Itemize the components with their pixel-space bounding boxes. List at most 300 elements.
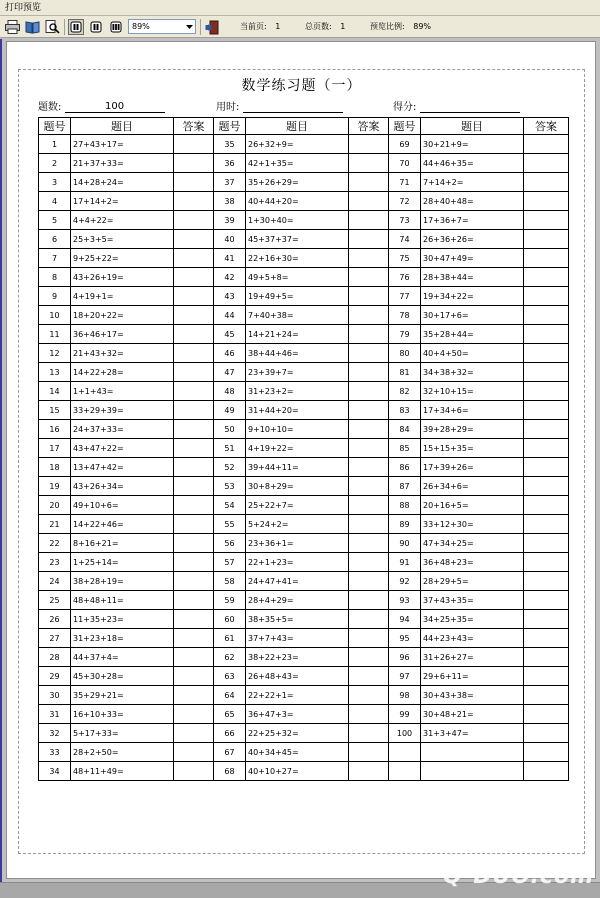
answer-cell[interactable] — [524, 439, 569, 458]
answer-cell[interactable] — [524, 192, 569, 211]
question-table-body — [39, 135, 569, 781]
table-row — [39, 515, 569, 534]
answer-cell[interactable] — [349, 534, 389, 553]
question-expression: 40+10+27= — [246, 762, 349, 781]
table-row — [39, 306, 569, 325]
answer-cell[interactable] — [174, 496, 214, 515]
question-number: 81 — [389, 363, 421, 382]
answer-cell[interactable] — [174, 249, 214, 268]
question-expression: 47+34+25= — [421, 534, 524, 553]
answer-cell[interactable] — [524, 705, 569, 724]
question-number: 72 — [389, 192, 421, 211]
answer-cell[interactable] — [524, 249, 569, 268]
question-number: 96 — [389, 648, 421, 667]
question-number: 59 — [214, 591, 246, 610]
preview-viewport[interactable] — [0, 39, 600, 882]
question-number: 46 — [214, 344, 246, 363]
question-number: 17 — [39, 439, 71, 458]
question-number: 92 — [389, 572, 421, 591]
answer-cell[interactable] — [524, 363, 569, 382]
col-header-answer: 答案 — [174, 118, 214, 135]
question-number: 77 — [389, 287, 421, 306]
answer-cell[interactable] — [174, 686, 214, 705]
question-number: 88 — [389, 496, 421, 515]
one-page-icon — [70, 21, 82, 33]
answer-cell[interactable] — [349, 610, 389, 629]
answer-cell[interactable] — [349, 667, 389, 686]
answer-cell[interactable] — [349, 477, 389, 496]
answer-cell[interactable] — [349, 287, 389, 306]
question-number: 38 — [214, 192, 246, 211]
answer-cell[interactable] — [174, 439, 214, 458]
print-button[interactable] — [4, 19, 20, 35]
answer-cell[interactable] — [174, 344, 214, 363]
question-expression: 26+32+9= — [246, 135, 349, 154]
answer-cell[interactable] — [174, 363, 214, 382]
question-expression: 45+30+28= — [71, 667, 174, 686]
question-expression: 40+44+20= — [246, 192, 349, 211]
answer-cell[interactable] — [349, 439, 389, 458]
answer-cell[interactable] — [524, 572, 569, 591]
window-title: 打印预览 — [5, 3, 42, 13]
toolbar-separator — [64, 19, 65, 35]
question-expression: 30+43+38= — [421, 686, 524, 705]
answer-cell[interactable] — [349, 382, 389, 401]
answer-cell[interactable] — [524, 344, 569, 363]
question-number: 23 — [39, 553, 71, 572]
question-number: 45 — [214, 325, 246, 344]
question-number: 61 — [214, 629, 246, 648]
question-number: 57 — [214, 553, 246, 572]
question-expression: 26+34+6= — [421, 477, 524, 496]
answer-cell[interactable] — [174, 268, 214, 287]
answer-cell[interactable] — [524, 610, 569, 629]
time-used-label: 用时: — [216, 102, 240, 113]
question-number: 28 — [39, 648, 71, 667]
question-number: 2 — [39, 154, 71, 173]
answer-cell[interactable] — [524, 591, 569, 610]
question-number: 6 — [39, 230, 71, 249]
answer-cell[interactable] — [524, 534, 569, 553]
current-page-status — [240, 16, 280, 38]
col-header-number: 题号 — [39, 118, 71, 135]
question-expression: 38+22+23= — [246, 648, 349, 667]
table-row — [39, 268, 569, 287]
total-pages-value: 1 — [340, 22, 346, 31]
col-header-number: 题号 — [214, 118, 246, 135]
question-number: 41 — [214, 249, 246, 268]
question-expression: 14+22+46= — [71, 515, 174, 534]
question-expression: 35+26+29= — [246, 173, 349, 192]
answer-cell[interactable] — [524, 458, 569, 477]
answer-cell[interactable] — [349, 648, 389, 667]
printable-area — [18, 69, 585, 854]
preview-page — [6, 41, 596, 879]
answer-cell[interactable] — [349, 363, 389, 382]
answer-cell[interactable] — [349, 420, 389, 439]
question-number: 98 — [389, 686, 421, 705]
question-number: 94 — [389, 610, 421, 629]
answer-cell[interactable] — [524, 686, 569, 705]
question-expression: 25+3+5= — [71, 230, 174, 249]
answer-cell[interactable] — [174, 154, 214, 173]
answer-cell[interactable] — [174, 648, 214, 667]
multi-page-view-button[interactable] — [108, 19, 124, 35]
answer-cell[interactable] — [349, 762, 389, 781]
question-expression: 31+3+47= — [421, 724, 524, 743]
question-expression: 22+1+23= — [246, 553, 349, 572]
question-number: 1 — [39, 135, 71, 154]
question-number: 55 — [214, 515, 246, 534]
answer-cell[interactable] — [174, 515, 214, 534]
col-header-number: 题号 — [389, 118, 421, 135]
answer-cell[interactable] — [349, 173, 389, 192]
table-row — [39, 135, 569, 154]
question-expression: 17+36+7= — [421, 211, 524, 230]
answer-cell[interactable] — [174, 553, 214, 572]
multi-page-icon — [110, 21, 122, 33]
answer-cell[interactable] — [174, 762, 214, 781]
answer-cell[interactable] — [349, 496, 389, 515]
question-number: 33 — [39, 743, 71, 762]
answer-cell[interactable] — [349, 230, 389, 249]
question-number: 19 — [39, 477, 71, 496]
table-row — [39, 762, 569, 781]
question-expression: 26+48+43= — [246, 667, 349, 686]
question-number: 24 — [39, 572, 71, 591]
answer-cell[interactable] — [524, 287, 569, 306]
question-expression: 28+29+5= — [421, 572, 524, 591]
question-number: 26 — [39, 610, 71, 629]
question-expression: 39+28+29= — [421, 420, 524, 439]
answer-cell[interactable] — [349, 211, 389, 230]
question-number: 84 — [389, 420, 421, 439]
question-number: 89 — [389, 515, 421, 534]
answer-cell[interactable] — [174, 724, 214, 743]
answer-cell[interactable] — [524, 306, 569, 325]
question-number: 43 — [214, 287, 246, 306]
question-number: 49 — [214, 401, 246, 420]
question-number: 22 — [39, 534, 71, 553]
answer-cell[interactable] — [349, 458, 389, 477]
question-number: 76 — [389, 268, 421, 287]
question-number: 63 — [214, 667, 246, 686]
answer-cell[interactable] — [524, 553, 569, 572]
table-row — [39, 686, 569, 705]
answer-cell[interactable] — [174, 667, 214, 686]
question-expression: 5+24+2= — [246, 515, 349, 534]
question-number: 52 — [214, 458, 246, 477]
zoom-value: 89% — [132, 22, 150, 31]
question-expression: 35+29+21= — [71, 686, 174, 705]
question-expression: 31+23+2= — [246, 382, 349, 401]
answer-cell[interactable] — [174, 287, 214, 306]
answer-cell[interactable] — [349, 268, 389, 287]
question-expression: 14+28+24= — [71, 173, 174, 192]
answer-cell[interactable] — [349, 249, 389, 268]
answer-cell[interactable] — [524, 268, 569, 287]
answer-cell[interactable] — [349, 743, 389, 762]
answer-cell[interactable] — [524, 173, 569, 192]
question-number: 60 — [214, 610, 246, 629]
score-label: 得分: — [393, 102, 417, 113]
table-row — [39, 401, 569, 420]
answer-cell[interactable] — [524, 401, 569, 420]
answer-cell[interactable] — [524, 629, 569, 648]
question-expression: 18+20+22= — [71, 306, 174, 325]
question-number: 4 — [39, 192, 71, 211]
question-expression: 14+21+24= — [246, 325, 349, 344]
printer-icon — [5, 20, 20, 34]
answer-cell[interactable] — [174, 173, 214, 192]
question-expression: 49+10+6= — [71, 496, 174, 515]
answer-cell[interactable] — [174, 534, 214, 553]
question-number: 86 — [389, 458, 421, 477]
question-number: 21 — [39, 515, 71, 534]
question-expression: 15+15+35= — [421, 439, 524, 458]
question-number: 13 — [39, 363, 71, 382]
question-expression: 30+17+6= — [421, 306, 524, 325]
table-row — [39, 344, 569, 363]
answer-cell[interactable] — [349, 135, 389, 154]
question-expression: 19+34+22= — [421, 287, 524, 306]
col-header-answer: 答案 — [524, 118, 569, 135]
col-header-question: 题目 — [71, 118, 174, 135]
answer-cell[interactable] — [349, 515, 389, 534]
answer-cell[interactable] — [349, 553, 389, 572]
table-row — [39, 173, 569, 192]
answer-cell[interactable] — [174, 591, 214, 610]
watermark-logo: Q-DUO.com — [442, 864, 594, 889]
question-number: 39 — [214, 211, 246, 230]
answer-cell[interactable] — [174, 192, 214, 211]
question-expression: 44+23+43= — [421, 629, 524, 648]
question-expression: 17+39+26= — [421, 458, 524, 477]
answer-cell[interactable] — [349, 724, 389, 743]
question-number: 66 — [214, 724, 246, 743]
question-expression — [421, 762, 524, 781]
question-expression: 28+4+29= — [246, 591, 349, 610]
table-row — [39, 249, 569, 268]
question-number: 53 — [214, 477, 246, 496]
question-expression: 42+1+35= — [246, 154, 349, 173]
answer-cell[interactable] — [524, 477, 569, 496]
answer-cell[interactable] — [349, 686, 389, 705]
question-expression: 19+49+5= — [246, 287, 349, 306]
answer-cell[interactable] — [349, 629, 389, 648]
answer-cell[interactable] — [174, 477, 214, 496]
answer-cell[interactable] — [524, 420, 569, 439]
question-expression: 4+4+22= — [71, 211, 174, 230]
question-number: 47 — [214, 363, 246, 382]
answer-cell[interactable] — [524, 648, 569, 667]
question-number: 97 — [389, 667, 421, 686]
current-page-label: 当前页: — [240, 22, 267, 31]
question-number: 27 — [39, 629, 71, 648]
question-expression: 39+44+11= — [246, 458, 349, 477]
preview-ratio-value: 89% — [413, 22, 432, 31]
zoom-preview-button[interactable] — [44, 19, 60, 35]
question-number: 56 — [214, 534, 246, 553]
question-expression: 31+44+20= — [246, 401, 349, 420]
answer-cell[interactable] — [174, 705, 214, 724]
answer-cell[interactable] — [524, 382, 569, 401]
answer-cell[interactable] — [174, 401, 214, 420]
question-expression: 20+16+5= — [421, 496, 524, 515]
question-number: 93 — [389, 591, 421, 610]
question-expression — [421, 743, 524, 762]
answer-cell[interactable] — [174, 629, 214, 648]
answer-cell[interactable] — [174, 306, 214, 325]
total-pages-status — [305, 16, 345, 38]
question-expression: 30+48+21= — [421, 705, 524, 724]
answer-cell[interactable] — [174, 211, 214, 230]
table-row — [39, 648, 569, 667]
two-page-icon — [90, 21, 102, 33]
question-expression: 4+19+22= — [246, 439, 349, 458]
question-expression: 9+25+22= — [71, 249, 174, 268]
answer-cell[interactable] — [174, 572, 214, 591]
question-number: 29 — [39, 667, 71, 686]
question-number: 12 — [39, 344, 71, 363]
table-row — [39, 572, 569, 591]
answer-cell[interactable] — [349, 192, 389, 211]
question-expression: 21+37+33= — [71, 154, 174, 173]
answer-cell[interactable] — [524, 667, 569, 686]
question-expression: 35+28+44= — [421, 325, 524, 344]
close-preview-button[interactable] — [204, 19, 220, 35]
question-expression: 26+36+26= — [421, 230, 524, 249]
answer-cell[interactable] — [349, 306, 389, 325]
question-expression: 1+25+14= — [71, 553, 174, 572]
time-used-blank — [243, 101, 343, 113]
answer-cell[interactable] — [524, 211, 569, 230]
answer-cell[interactable] — [174, 420, 214, 439]
answer-cell[interactable] — [349, 591, 389, 610]
answer-cell[interactable] — [524, 743, 569, 762]
question-number: 34 — [39, 762, 71, 781]
table-row — [39, 724, 569, 743]
question-expression: 40+34+45= — [246, 743, 349, 762]
answer-cell[interactable] — [174, 458, 214, 477]
answer-cell[interactable] — [524, 135, 569, 154]
question-number: 31 — [39, 705, 71, 724]
question-number: 85 — [389, 439, 421, 458]
question-number: 69 — [389, 135, 421, 154]
question-expression: 31+26+27= — [421, 648, 524, 667]
answer-cell[interactable] — [524, 515, 569, 534]
answer-cell[interactable] — [524, 154, 569, 173]
answer-cell[interactable] — [349, 325, 389, 344]
answer-cell[interactable] — [524, 724, 569, 743]
question-number: 67 — [214, 743, 246, 762]
question-expression: 43+26+34= — [71, 477, 174, 496]
answer-cell[interactable] — [524, 325, 569, 344]
question-expression: 48+48+11= — [71, 591, 174, 610]
question-expression: 49+5+8= — [246, 268, 349, 287]
magnifier-page-icon — [45, 20, 60, 34]
table-row — [39, 591, 569, 610]
question-expression: 11+35+23= — [71, 610, 174, 629]
question-number: 91 — [389, 553, 421, 572]
answer-cell[interactable] — [174, 743, 214, 762]
table-row — [39, 553, 569, 572]
question-expression: 7+14+2= — [421, 173, 524, 192]
two-page-view-button[interactable] — [88, 19, 104, 35]
question-expression: 36+47+3= — [246, 705, 349, 724]
question-number: 64 — [214, 686, 246, 705]
answer-cell[interactable] — [524, 230, 569, 249]
chevron-down-icon[interactable] — [184, 20, 195, 33]
answer-cell[interactable] — [349, 344, 389, 363]
question-expression: 30+8+29= — [246, 477, 349, 496]
question-number: 87 — [389, 477, 421, 496]
answer-cell[interactable] — [174, 610, 214, 629]
table-row — [39, 496, 569, 515]
question-expression: 34+25+35= — [421, 610, 524, 629]
question-number: 35 — [214, 135, 246, 154]
question-expression: 4+19+1= — [71, 287, 174, 306]
question-expression: 34+38+32= — [421, 363, 524, 382]
answer-cell[interactable] — [349, 401, 389, 420]
question-number: 83 — [389, 401, 421, 420]
open-book-button[interactable] — [24, 19, 40, 35]
table-row — [39, 230, 569, 249]
answer-cell[interactable] — [349, 572, 389, 591]
question-expression: 22+16+30= — [246, 249, 349, 268]
answer-cell[interactable] — [524, 762, 569, 781]
question-expression: 1+1+43= — [71, 382, 174, 401]
question-number: 95 — [389, 629, 421, 648]
question-number: 15 — [39, 401, 71, 420]
question-count-label: 题数: — [38, 102, 62, 113]
time-used-field — [216, 98, 343, 113]
question-number: 8 — [39, 268, 71, 287]
question-expression: 14+22+28= — [71, 363, 174, 382]
single-page-view-button[interactable] — [68, 19, 84, 35]
question-number: 80 — [389, 344, 421, 363]
question-expression: 32+10+15= — [421, 382, 524, 401]
question-number: 20 — [39, 496, 71, 515]
question-expression: 28+40+48= — [421, 192, 524, 211]
question-expression: 31+23+18= — [71, 629, 174, 648]
question-number: 42 — [214, 268, 246, 287]
answer-cell[interactable] — [349, 154, 389, 173]
question-expression: 21+43+32= — [71, 344, 174, 363]
answer-cell[interactable] — [524, 496, 569, 515]
question-number: 25 — [39, 591, 71, 610]
col-header-question: 题目 — [246, 118, 349, 135]
book-icon — [25, 20, 40, 34]
question-number: 7 — [39, 249, 71, 268]
question-number: 58 — [214, 572, 246, 591]
question-number: 32 — [39, 724, 71, 743]
table-row — [39, 610, 569, 629]
question-number: 11 — [39, 325, 71, 344]
answer-cell[interactable] — [349, 705, 389, 724]
answer-cell[interactable] — [174, 382, 214, 401]
answer-cell[interactable] — [174, 135, 214, 154]
question-expression: 24+47+41= — [246, 572, 349, 591]
answer-cell[interactable] — [174, 230, 214, 249]
question-expression: 24+37+33= — [71, 420, 174, 439]
answer-cell[interactable] — [174, 325, 214, 344]
question-expression: 28+38+44= — [421, 268, 524, 287]
question-expression: 29+6+11= — [421, 667, 524, 686]
question-number: 50 — [214, 420, 246, 439]
question-number: 54 — [214, 496, 246, 515]
zoom-select[interactable] — [128, 19, 196, 34]
